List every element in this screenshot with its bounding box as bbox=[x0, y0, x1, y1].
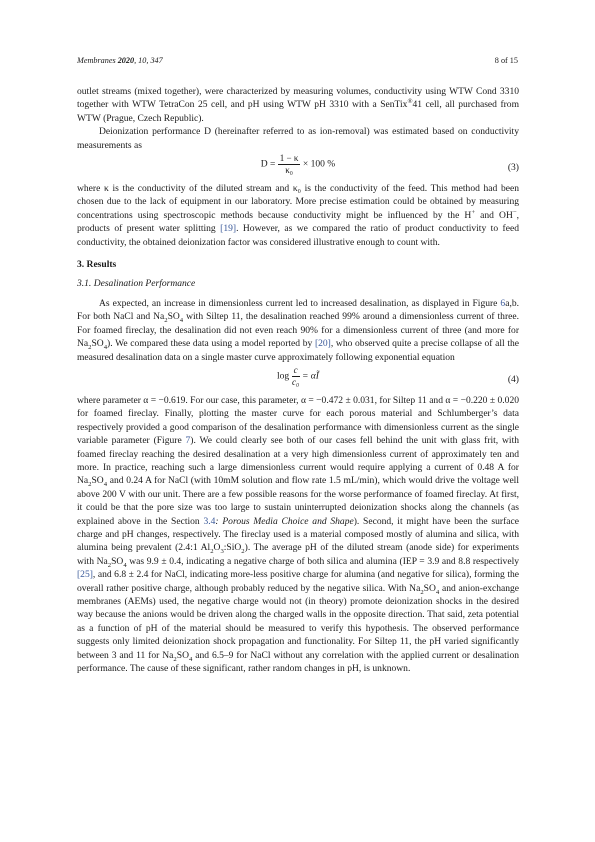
subscript: 2 bbox=[88, 344, 92, 351]
citation-link[interactable]: [20] bbox=[314, 338, 331, 350]
subscript: 4 bbox=[188, 655, 193, 663]
eq3-lhs: D = bbox=[260, 158, 276, 170]
subscript: 2 bbox=[241, 548, 245, 556]
subscript: 2 bbox=[420, 588, 424, 596]
subscript: 2 bbox=[173, 655, 177, 663]
subscript: 3 bbox=[220, 548, 224, 556]
paragraph-parameter bbox=[77, 394, 519, 676]
eq3-rhs: × 100 % bbox=[302, 158, 336, 170]
text-fragment: was 9.9 ± 0.4, indicating a negative charge of both silica and alumina (IEP = 3.9 and 8.8 respectively bbox=[126, 555, 519, 567]
subscript: 4 bbox=[103, 344, 108, 351]
text-fragment: ). Second, it might have been the surface charge and pH changes, respectively. The fireclay used is a material composed mostly of alumina and silica, with alumina being prevalent (2.4:1 Al bbox=[77, 515, 519, 554]
subscript: 4 bbox=[103, 481, 108, 489]
text-fragment: 41 cell, all purchased from WTW (Prague, Czech Republic). bbox=[77, 99, 519, 124]
figure-link[interactable]: 6 bbox=[500, 297, 506, 309]
subscript: 4 bbox=[435, 588, 440, 596]
page-header bbox=[77, 56, 518, 70]
article-body bbox=[77, 85, 519, 675]
text-fragment: O bbox=[213, 542, 221, 554]
superscript: − bbox=[512, 208, 517, 216]
text-fragment: where parameter α = −0.619. For our case, this parameter, α = −0.472 ± 0.031, for Siltep 11 and α = −0.220 ± 0.020 for foamed fireclay. Finally, plotting the master curve for each porous material and Schlumberger’s data respectively provided a good comparison of the desalination performance with dimensionless current as the single variable parameter (Figure bbox=[77, 394, 519, 447]
journal-volume: , 10, 347 bbox=[134, 56, 163, 65]
text-fragment: ). We could clearly see both of our cases fell behind the unit with glass frit, with foamed fireclay reaching the desired desalination at a very high dimensionless current of approximately ten and more. In practice, reaching such a large dimensionless current would require applying a current of 0.48 A for Na bbox=[77, 435, 519, 487]
equation-4-body bbox=[77, 365, 519, 388]
text-fragment: where κ is the conductivity of the diluted stream and κ₀ is the conductivity of the feed. This method had been chosen due to the lack of equipment in our laboratory. More precise estimation could be obtained by measuring concentrations using spectroscopic methods because conductivity might be influenced by the H bbox=[77, 183, 519, 221]
text-fragment: , who observed quite a precise collapse of all the measured desalination data on a single master curve approximately following exponential equation bbox=[77, 338, 519, 363]
figure-link[interactable]: 7 bbox=[185, 435, 191, 447]
text-fragment: SO bbox=[176, 649, 189, 661]
equation-number: (4) bbox=[507, 373, 519, 385]
text-fragment: , and 6.8 ± 2.4 for NaCl, indicating more-less positive charge for alumina (and negative for silica), forming the overall rather positive charge, although probably reduced by the negative silica. With Na bbox=[77, 569, 519, 594]
citation-link[interactable]: [25] bbox=[77, 569, 93, 581]
text-fragment: and 0.24 A for NaCl (with 10mM solution and flow rate 1.5 mL/min), which would drive the voltage well above 200 V with our unit. There are a few possible reasons for the worse performance of foamed fireclay. At first, it could be that the pore size was too large to sustain uninterrupted deionization shocks along the channels (as explained above in the Section bbox=[77, 475, 519, 527]
citation-link[interactable]: [19] bbox=[220, 223, 237, 235]
subscript: 2 bbox=[164, 317, 168, 325]
text-fragment: ). The average pH of the diluted stream (anode side) for experiments with Na bbox=[77, 542, 520, 567]
section-link-title: : Porous Media Choice and Shape bbox=[215, 515, 354, 527]
text-fragment: , products of present water splitting bbox=[77, 209, 519, 235]
subsection-heading: 3.1. Desalination Performance bbox=[77, 278, 196, 290]
subscript: 4 bbox=[179, 317, 184, 325]
text-fragment: SO bbox=[91, 475, 104, 487]
registered-mark: ® bbox=[407, 98, 413, 106]
eq4-log: log bbox=[276, 370, 290, 382]
text-fragment: and anion-exchange membranes (AEMs) used, the negative charge would not (in theory) promote deionization shocks in the desired way because the anions would be driven along the charged walls in the opposite direction. That said, zeta potential as a function of pH of the material should be measured to verify this hypothesis. The observed performance suggests only limited deionization shock propagation and functionality. For Siltep 11, the pH varied significantly between 3 and 11 for Na bbox=[77, 582, 519, 661]
equation-4 bbox=[77, 365, 519, 393]
subscript: 2 bbox=[210, 548, 214, 556]
text-fragment: a,b. For both NaCl and Na bbox=[77, 297, 519, 323]
eq4-rhs: = αĨ bbox=[301, 370, 319, 382]
text-fragment: SO bbox=[111, 555, 124, 567]
text-fragment: with Siltep 11, the desalination reached 99% around a dimensionless current of three. For foamed fireclay, the desalination did not even reach 90% for a dimensionless current of three (and more for Na bbox=[77, 311, 519, 350]
page-number: 8 of 15 bbox=[494, 56, 518, 65]
section-heading: 3. Results bbox=[77, 259, 117, 271]
eq3-fraction bbox=[278, 153, 301, 176]
journal-citation bbox=[77, 56, 163, 65]
journal-year: 2020 bbox=[117, 56, 135, 65]
text-fragment: ). We compared these data using a model reported by bbox=[107, 338, 315, 350]
superscript: + bbox=[471, 208, 476, 216]
text-fragment: outlet streams (mixed together), were characterized by measuring volumes, conductivity using WTW Cond 3310 together with WTW TetraCon 25 cell, and pH using WTW pH 3310 with a SenTix bbox=[77, 86, 519, 111]
text-fragment: :SiO bbox=[223, 542, 242, 554]
text-fragment: and OH bbox=[475, 209, 513, 221]
eq3-numerator: 1 − κ bbox=[279, 153, 299, 164]
eq4-fraction bbox=[292, 365, 300, 388]
section-link[interactable]: 3.4 bbox=[203, 515, 216, 527]
paragraph-outlet-streams bbox=[77, 85, 519, 125]
paragraph-desalination bbox=[77, 297, 519, 364]
eq4-numerator: c bbox=[293, 364, 298, 375]
text-fragment: SO bbox=[423, 582, 436, 594]
text-fragment: and 6.5–9 for NaCl without any correlation with the applied current or desalination performance. The cause of these significant, rather random changes in pH, is unknown. bbox=[77, 649, 519, 675]
subscript: 2 bbox=[88, 481, 92, 489]
equation-number: (3) bbox=[507, 162, 519, 174]
paragraph-conductivity bbox=[77, 182, 519, 249]
text-fragment: SO bbox=[167, 311, 180, 323]
text-fragment: SO bbox=[91, 338, 104, 350]
eq4-denominator: c₀ bbox=[292, 376, 300, 387]
paragraph-deionization: Deionization performance D (hereinafter referred to as ion-removal) was estimated based on conductivity measurements as bbox=[77, 126, 519, 151]
subscript: 2 bbox=[107, 561, 112, 569]
equation-3-body bbox=[77, 153, 519, 176]
journal-name: Membranes bbox=[77, 56, 116, 65]
eq3-denominator: κ₀ bbox=[285, 165, 293, 176]
equation-3 bbox=[77, 153, 519, 181]
subscript: 4 bbox=[123, 561, 127, 569]
text-fragment: As expected, an increase in dimensionless current led to increased desalination, as displayed in Figure bbox=[99, 297, 501, 309]
text-fragment: . However, as we compared the ratio of product conductivity to feed conductivity, the obtained deionization factor was considered illustrative enough to count with. bbox=[77, 223, 519, 248]
